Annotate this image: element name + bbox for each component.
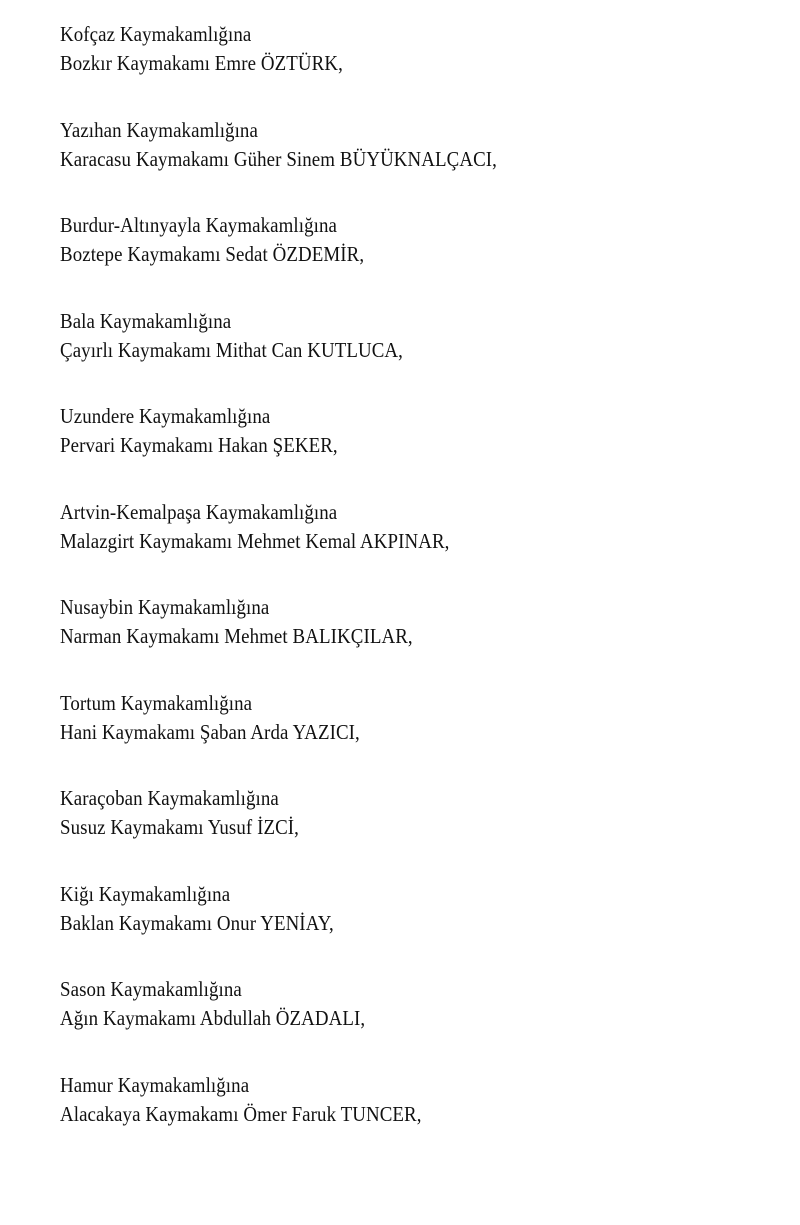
appointee-line: Çayırlı Kaymakamı Mithat Can KUTLUCA, xyxy=(60,337,403,362)
appointment-entry xyxy=(60,593,780,689)
post-title: Hamur Kaymakamlığına xyxy=(60,1072,250,1097)
appointment-entry xyxy=(60,116,780,212)
appointment-entry xyxy=(60,20,780,116)
appointee-line: Pervari Kaymakamı Hakan ŞEKER, xyxy=(60,433,338,457)
appointee-line: Hani Kaymakamı Şaban Arda YAZICI, xyxy=(60,719,360,744)
appointment-entry xyxy=(60,784,780,880)
post-title: Karaçoban Kaymakamlığına xyxy=(60,786,279,810)
appointment-entry xyxy=(60,975,780,1071)
appointee-line: Malazgirt Kaymakamı Mehmet Kemal AKPINAR, xyxy=(60,528,450,553)
post-title: Yazıhan Kaymakamlığına xyxy=(60,117,258,142)
appointee-line: Narman Kaymakamı Mehmet BALIKÇILAR, xyxy=(60,624,413,648)
post-title: Kiğı Kaymakamlığına xyxy=(60,881,231,906)
appointment-entry xyxy=(60,211,780,307)
appointee-line: Karacasu Kaymakamı Güher Sinem BÜYÜKNALÇACI, xyxy=(60,146,497,171)
appointee-line: Baklan Kaymakamı Onur YENİAY, xyxy=(60,910,334,935)
appointee-line: Bozkır Kaymakamı Emre ÖZTÜRK, xyxy=(60,51,343,75)
appointee-line: Ağın Kaymakamı Abdullah ÖZADALI, xyxy=(60,1006,366,1030)
post-title: Kofçaz Kaymakamlığına xyxy=(60,22,252,46)
post-title: Tortum Kaymakamlığına xyxy=(60,690,253,715)
appointee-line: Boztepe Kaymakamı Sedat ÖZDEMİR, xyxy=(60,242,365,266)
appointment-list xyxy=(60,20,780,1166)
post-title: Artvin-Kemalpaşa Kaymakamlığına xyxy=(60,499,338,524)
appointment-entry xyxy=(60,498,780,594)
appointment-entry xyxy=(60,307,780,403)
post-title: Burdur-Altınyayla Kaymakamlığına xyxy=(60,213,338,237)
appointment-entry xyxy=(60,1071,780,1167)
post-title: Bala Kaymakamlığına xyxy=(60,308,232,333)
appointment-entry xyxy=(60,880,780,976)
appointee-line: Susuz Kaymakamı Yusuf İZCİ, xyxy=(60,815,300,839)
post-title: Uzundere Kaymakamlığına xyxy=(60,404,271,428)
appointment-entry xyxy=(60,402,780,498)
post-title: Sason Kaymakamlığına xyxy=(60,977,242,1001)
appointee-line: Alacakaya Kaymakamı Ömer Faruk TUNCER, xyxy=(60,1101,422,1126)
appointment-entry xyxy=(60,689,780,785)
post-title: Nusaybin Kaymakamlığına xyxy=(60,595,270,619)
